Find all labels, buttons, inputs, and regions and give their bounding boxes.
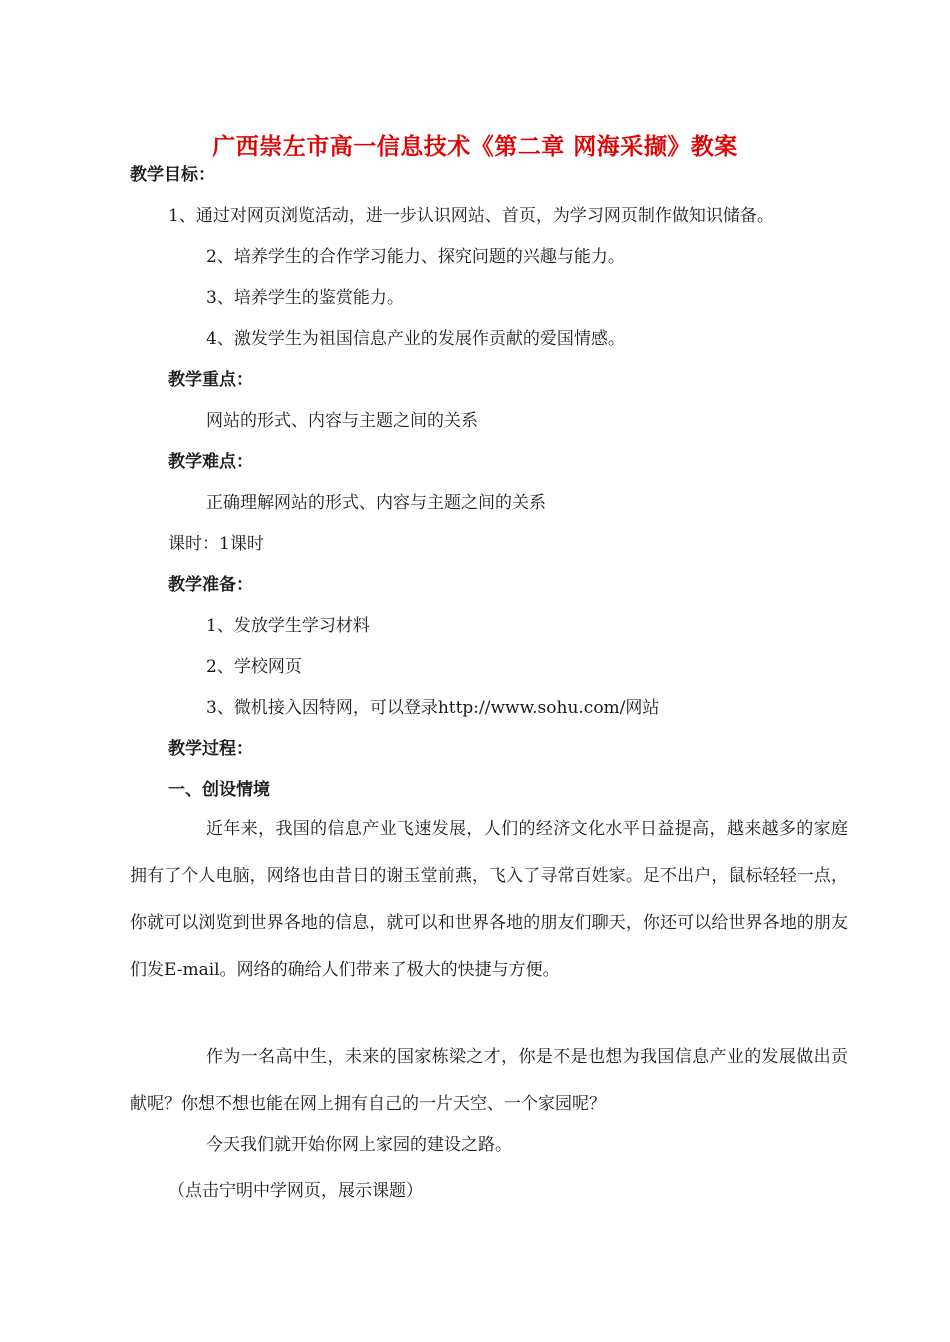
- note-text: （点击宁明中学网页，展示课题）: [168, 1181, 423, 1201]
- objective-item: 4、激发学生为祖国信息产业的发展作贡献的爱国情感。: [206, 329, 625, 349]
- class-hours: 课时：1课时: [168, 534, 264, 554]
- preparation-item: 2、学校网页: [206, 657, 302, 677]
- preparation-heading: 教学准备：: [168, 575, 253, 595]
- preparation-item: 3、微机接入因特网，可以登录http://www.sohu.com/网站: [206, 698, 660, 718]
- key-points-text: 网站的形式、内容与主题之间的关系: [206, 411, 478, 431]
- objective-item: 3、培养学生的鉴赏能力。: [206, 288, 404, 308]
- process-heading: 教学过程：: [168, 739, 253, 759]
- document-title: 广西崇左市高一信息技术《第二章 网海采撷》教案: [212, 133, 738, 160]
- difficulties-heading: 教学难点：: [168, 452, 253, 472]
- objective-item: 2、培养学生的合作学习能力、探究问题的兴趣与能力。: [206, 247, 625, 267]
- key-points-heading: 教学重点：: [168, 370, 253, 390]
- difficulties-text: 正确理解网站的形式、内容与主题之间的关系: [206, 493, 546, 513]
- objective-item: 1、通过对网页浏览活动，进一步认识网站、首页，为学习网页制作做知识储备。: [168, 206, 774, 226]
- section-heading: 一、创设情境: [168, 780, 270, 800]
- body-paragraph: 作为一名高中生，未来的国家栋梁之才，你是不是也想为我国信息产业的发展做出贡献呢？你想不想也能在网上拥有自己的一片天空、一个家园呢？: [130, 1047, 848, 1114]
- body-paragraph: 今天我们就开始你网上家园的建设之路。: [206, 1135, 512, 1155]
- body-paragraph: 近年来，我国的信息产业飞速发展，人们的经济文化水平日益提高，越来越多的家庭拥有了个人电脑，网络也由昔日的谢玉堂前燕，飞入了寻常百姓家。足不出户，鼠标轻轻一点，你就可以浏览到世界各地的信息，就可以和世界各地的朋友们聊天，你还可以给世界各地的朋友们发E-mail。网络的确给人们带来了极大的快捷与方便。: [130, 819, 848, 980]
- objectives-heading: 教学目标：: [130, 165, 215, 185]
- preparation-item: 1、发放学生学习材料: [206, 616, 370, 636]
